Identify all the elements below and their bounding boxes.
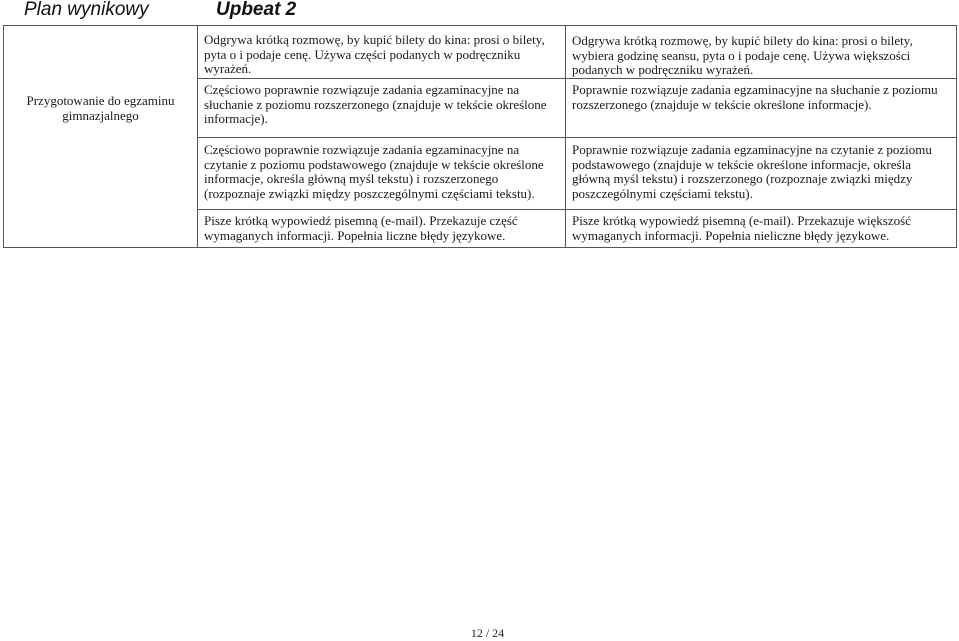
basic-requirement-text: Częściowo poprawnie rozwiązuje zadania egzaminacyjne na słuchanie z poziomu rozszerzonego (znajduje w tekście określone informacje). [204, 82, 547, 127]
extended-requirement-cell [566, 138, 957, 210]
page-header [0, 0, 959, 24]
section-cell [4, 26, 198, 248]
page-number: 12 / 24 [470, 626, 505, 640]
basic-requirement-text: Częściowo poprawnie rozwiązuje zadania egzaminacyjne na czytanie z poziomu podstawowego (znajduje w tekście określone informacje, określa główną myśl tekstu) i rozszerzonego (rozpoznaje związki między poszczególnymi częściami tekstu). [204, 142, 544, 201]
table-row [4, 26, 957, 79]
plan-table [3, 25, 957, 248]
extended-requirement-cell [566, 26, 957, 79]
basic-requirement-cell [198, 210, 566, 248]
document-title: Plan wynikowy [24, 0, 149, 20]
basic-requirement-cell [198, 79, 566, 138]
extended-requirement-cell [566, 210, 957, 248]
course-name: Upbeat 2 [216, 0, 297, 20]
basic-requirement-cell [198, 26, 566, 79]
basic-requirement-cell [198, 138, 566, 210]
extended-requirement-text: Poprawnie rozwiązuje zadania egzaminacyjne na słuchanie z poziomu rozszerzonego (znajduje w tekście określone informacje). [572, 82, 938, 112]
basic-requirement-text: Odgrywa krótką rozmowę, by kupić bilety do kina: prosi o bilety, pyta o i podaje cenę. Używa części podanych w podręczniku wyrażeń. [204, 32, 545, 77]
basic-requirement-text: Pisze krótką wypowiedź pisemną (e-mail). Przekazuje część wymaganych informacji. Popełnia liczne błędy językowe. [204, 213, 518, 243]
section-label: Przygotowanie do egzaminu gimnazjalnego [26, 93, 175, 123]
extended-requirement-text: Odgrywa krótką rozmowę, by kupić bilety do kina: prosi o bilety, wybiera godzinę seansu, pyta o i podaje cenę. Używa większości podanych w podręczniku wyrażeń. [572, 33, 913, 78]
extended-requirement-text: Poprawnie rozwiązuje zadania egzaminacyjne na czytanie z poziomu podstawowego (znajduje w tekście określone informacje, określa główną myśl tekstu) i rozszerzonego (rozpoznaje związki między poszczególnymi częściami tekstu). [572, 142, 932, 201]
extended-requirement-cell [566, 79, 957, 138]
extended-requirement-text: Pisze krótką wypowiedź pisemną (e-mail). Przekazuje większość wymaganych informacji. Popełnia nieliczne błędy językowe. [572, 213, 911, 243]
